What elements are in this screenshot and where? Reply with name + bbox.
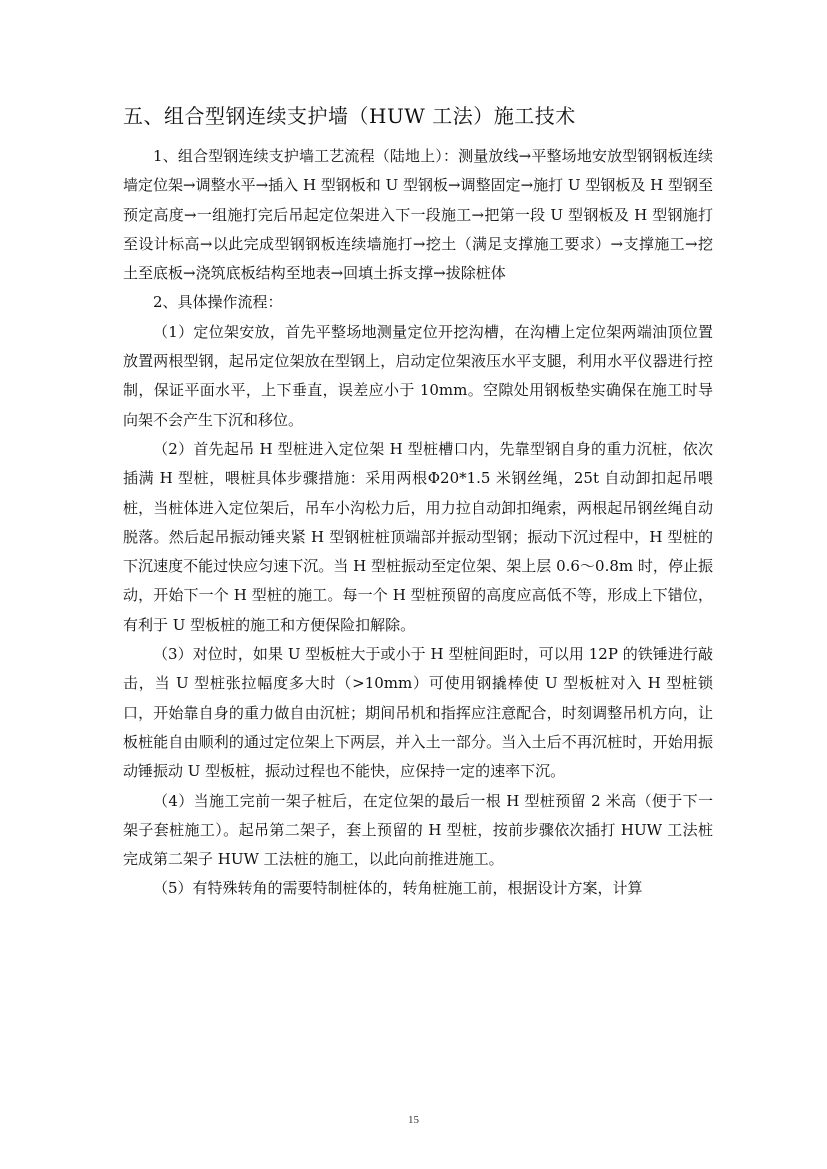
- paragraph-process-flow: 1、组合型钢连续支护墙工艺流程（陆地上）：测量放线→平整场地安放型钢钢板连续墙定位架→调整水平→插入 H 型钢板和 U 型钢板→调整固定→施打 U 型钢板及 H 型钢至预定高度→一组施打完后吊起定位架进入下一段施工→把第一段 U 型钢板及 H 型钢施打至设计标高→以此完成型钢钢板连续墙施打→挖土（满足支撑施工要求）→支撑施工→挖土至底板→浇筑底板结构至地表→回填土拆支撑→拔除桩体: [123, 147, 713, 283]
- paragraph-operation-heading: 2、具体操作流程：: [153, 293, 283, 312]
- page-number: 15: [408, 1114, 419, 1126]
- paragraph-step-3: （3）对位时，如果 U 型板桩大于或小于 H 型桩间距时，可以用 12P 的铁锤进行敲击，当 U 型桩张拉幅度多大时（>10mm）可使用钢撬棒使 U 型板桩对入 H 型桩锁口，开始靠自身的重力做自由沉桩；期间吊机和指挥应注意配合，时刻调整吊机方向，让板桩能自由顺利的通过定位架上下两层，并入土一部分。当入土后不再沉桩时，开始用振动锤振动 U 型板桩，振动过程也不能快，应保持一定的速率下沉。: [123, 645, 713, 781]
- paragraph-step-4: （4）当施工完前一架子桩后，在定位架的最后一根 H 型桩预留 2 米高（便于下一架子套桩施工）。起吊第二架子，套上预留的 H 型桩，按前步骤依次插打 HUW 工法桩完成第二架子 HUW 工法桩的施工，以此向前推进施工。: [123, 791, 713, 869]
- section-title: 五、组合型钢连续支护墙（HUW 工法）施工技术: [123, 104, 576, 128]
- paragraph-step-5: （5）有特殊转角的需要特制桩体的，转角桩施工前，根据设计方案，计算: [153, 879, 643, 898]
- paragraph-step-2: （2）首先起吊 H 型桩进入定位架 H 型桩槽口内，先靠型钢自身的重力沉桩，依次插满 H 型桩，喂桩具体步骤措施：采用两根Φ20*1.5 米钢丝绳，25t 自动卸扣起吊喂桩，当桩体进入定位架后，吊车小沟松力后，用力拉自动卸扣绳索，两根起吊钢丝绳自动脱落。然后起吊振动锤夹紧 H 型钢桩桩顶端部并振动型钢；振动下沉过程中，H 型桩的下沉速度不能过快应匀速下沉。当 H 型桩振动至定位架、架上层 0.6～0.8m 时，停止振动，开始下一个 H 型桩的施工。每一个 H 型桩预留的高度应高低不等，形成上下错位，有利于 U 型板桩的施工和方便保险扣解除。: [123, 439, 713, 634]
- paragraph-step-1: （1）定位架安放，首先平整场地测量定位开挖沟槽，在沟槽上定位架两端油顶位置放置两根型钢，起吊定位架放在型钢上，启动定位架液压水平支腿，利用水平仪器进行控制，保证平面水平，上下垂直，误差应小于 10mm。空隙处用钢板垫实确保在施工时导向架不会产生下沉和移位。: [123, 322, 713, 429]
- page-body: [123, 100, 713, 904]
